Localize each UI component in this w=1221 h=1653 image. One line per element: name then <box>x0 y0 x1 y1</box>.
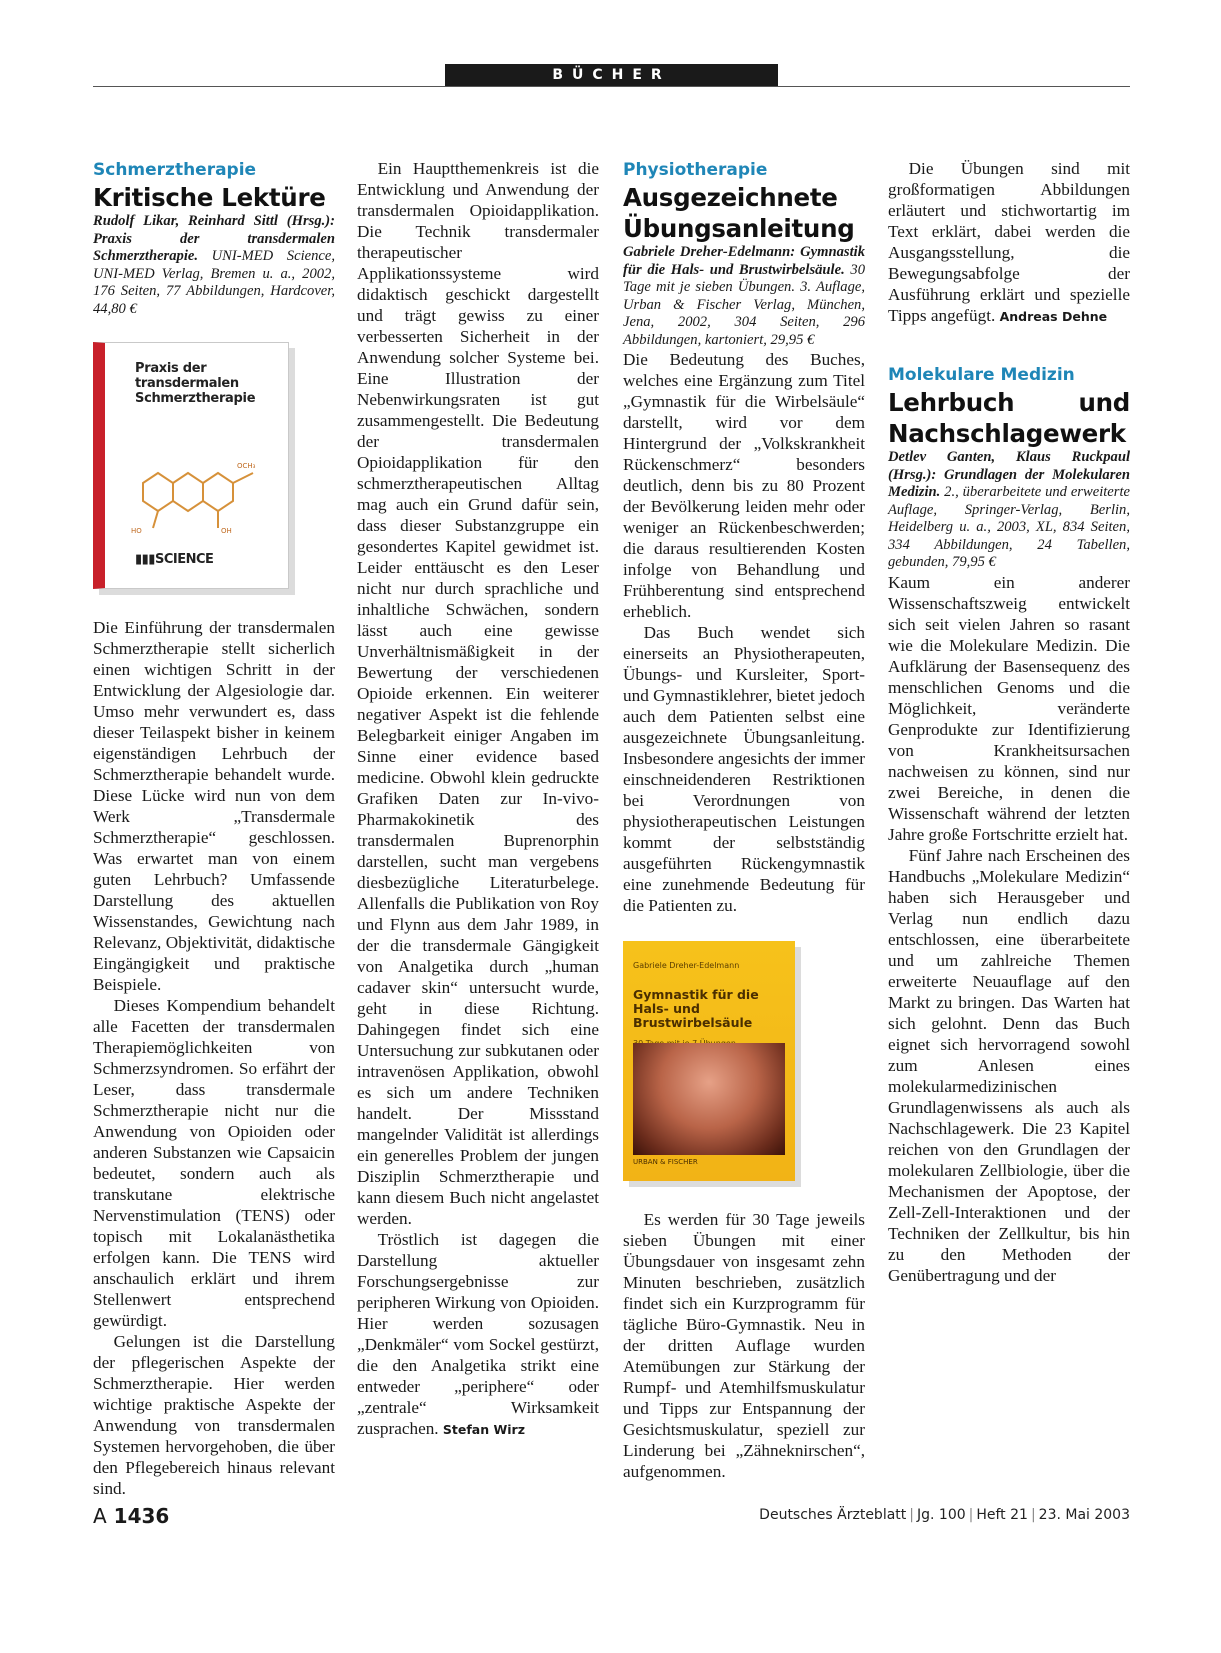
molecule-illustration-icon <box>123 443 273 538</box>
article2-paragraph-1: Die Bedeutung des Buches, welches eine Ergänzung zum Titel „Gymnastik für die Wirbelsäule“ darstellt, wird vor dem Hintergrund der „Volkskrankheit Rückenschmerz“ besonders deutlich, denn bis zu 80 Prozent der Bevölkerung leiden mehr oder weniger an Rückenbeschwerden; die daraus resultierenden Kosten infolge von Behandlung und Frühberentung sind entsprechend erheblich. <box>623 350 865 621</box>
section-title: BÜCHER <box>552 67 671 83</box>
article2-title: Ausgezeichnete Übungsanleitung <box>623 183 855 243</box>
article1-rubric: Schmerztherapie <box>93 160 257 180</box>
article2-paragraph-4-text: Die Übungen sind mit großformatigen Abbildungen erläutert und stichwortartig im Text erklärt, dabei werden die Ausgangsstellung, die Bewegungsabfolge der Ausführung erklärt und spezielle Tipps angefügt. <box>888 159 1130 325</box>
cover-publisher: ▮▮▮SCIENCE <box>135 552 214 567</box>
cover-title: Praxis der transdermalen Schmerztherapie <box>135 361 256 406</box>
article2-rubric: Physiotherapie <box>623 160 768 180</box>
article2-biblio-authors: Gabriele Dreher-Edelmann: Gymnastik für die Hals- und Brustwirbelsäule. <box>623 244 865 278</box>
journal-footer: Deutsches Ärzteblatt | Jg. 100 | Heft 21 | 23. Mai 2003 <box>759 1507 1130 1523</box>
svg-text:OCH₃: OCH₃ <box>237 462 256 470</box>
article2-biblio-details: 30 Tage mit je sieben Übungen. 3. Auflage, Urban & Fischer Verlag, München, Jena, 2002, 304 Seiten, 296 Abbildungen, kartoniert, 29,95 € <box>623 261 865 348</box>
cover-author: Gabriele Dreher-Edelmann <box>633 961 740 970</box>
journal-name: Deutsches Ärzteblatt <box>759 1507 907 1523</box>
article2-author: Andreas Dehne <box>999 309 1108 324</box>
article1-paragraph-4: Ein Hauptthemenkreis ist die Entwicklung und Anwendung der transdermalen Opioidapplikation. Die Technik transdermaler therapeutischer Applikationssysteme wird didaktisch geschickt dargestellt und trägt gewiss zu einer verbesserten Sicherheit in der Anwendung solcher Systeme bei. Eine Illustration der Nebenwirkungsraten ist gut zusammengestellt. Die Bedeutung der transdermalen Opioidapplikation für den schmerztherapeutischen Alltag mag auch ein Grund dafür sein, dass dieser Substanzgruppe ein gesondertes Kapitel gewidmet ist. Leider enttäuscht es den Leser nicht nur durch sprachliche und inhaltliche Schwächen, sondern lässt auch eine gewisse Unverhältnismäßigkeit in der Bewertung der verschiedenen Opioide erkennen. Ein weiterer negativer Aspekt ist die fehlende Belegbarkeit einiger Angaben im Sinne einer evidence based medicine. Obwohl klein gedruckte Grafiken Daten zur In-vivo-Pharmakokinetik des transdermalen Buprenorphin darstellen, sucht man vergebens diesbezügliche Literaturbelege. Allenfalls die Publikation von Roy und Flynn aus dem Jahr 1989, in der die transdermale Gängigkeit von Analgetika durch „human cadaver skin“ untersucht wurde, geht in diese Richtung. Dahingegen findet sich eine Untersuchung zur subkutanen oder intravenösen Applikation, obwohl es sich um andere Techniken handelt. Der Missstand mangelnder Validität ist allerdings ein generelles Problem der jungen Disziplin Schmerztherapie und kann diesem Buch nicht angelastet werden. <box>357 159 599 1228</box>
article1-paragraph-5-text: Tröstlich ist dagegen die Darstellung aktueller Forschungsergebnisse zur peripheren Wirkung von Opioiden. Hier werden sozusagen „Denkmäler“ vom Sockel gestürzt, die den Analgetika strikt eine entweder „periphere“ oder „zentrale“ Wirksamkeit zusprachen. <box>357 1230 599 1438</box>
book-cover-gymnastik <box>623 941 795 1181</box>
article3-bibliography <box>888 449 1130 572</box>
article1-title: Kritische Lektüre <box>93 183 326 212</box>
article1-paragraph-1: Die Einführung der transdermalen Schmerztherapie stellt sicherlich einen wichtigen Schritt in der Entwicklung der Algesiologie dar. Umso mehr verwundert es, dass dieser Teilaspekt bisher in keinem eigenständigen Lehrbuch der Schmerztherapie behandelt wurde. Diese Lücke wird nun von dem Werk „Transdermale Schmerztherapie“ geschlossen. Was erwartet man von einem guten Lehrbuch? Umfassende Darstellung des aktuellen Wissenstandes, Gewichtung nach Relevanz, Objektivität, didaktische Eingängigkeit und praktische Beispiele. <box>93 618 335 994</box>
column-4 <box>888 158 1130 1286</box>
journal-issue: Heft 21 <box>976 1507 1028 1523</box>
column-3 <box>623 158 865 1482</box>
article3-title: Lehrbuch und Nachschlagewerk <box>888 388 1130 448</box>
journal-date: 23. Mai 2003 <box>1038 1507 1130 1523</box>
book-cover-praxis <box>93 342 289 589</box>
article1-bibliography <box>93 213 335 318</box>
cover-title: Gymnastik für die Hals- und Brustwirbelsäule <box>633 987 759 1030</box>
article2-paragraph-4 <box>888 158 1130 327</box>
journal-volume: Jg. 100 <box>917 1507 966 1523</box>
article1-paragraph-2: Dieses Kompendium behandelt alle Facetten der transdermalen Therapiemöglichkeiten von Schmerzsyndromen. So erfährt der Leser, dass transdermale Schmerztherapie nicht nur die Anwendung von Opioiden oder anderen Substanzen wie Capsaicin bedeutet, sondern auch als transkutane elektrische Nervenstimulation (TENS) oder topisch mit Lokalanästhetika erfolgen kann. Die TENS wird anschaulich erklärt und ihrem Stellenwert entsprechend gewürdigt. <box>93 996 335 1330</box>
article3-paragraph-1: Kaum ein anderer Wissenschaftszweig entwickelt sich seit vielen Jahren so rasant wie die Molekulare Medizin. Die Aufklärung der Basensequenz des menschlichen Genoms und die Möglichkeit, veränderte Genprodukte zur Identifizierung von Krankheitsursachen nachweisen zu können, sind nur zwei Bereiche, in denen die Wissenschaft während der letzten Jahre große Fortschritte erzielt hat. <box>888 572 1130 844</box>
cover-publisher: URBAN & FISCHER <box>633 1158 698 1166</box>
article1-paragraph-3: Gelungen ist die Darstellung der pflegerischen Aspekte der Schmerztherapie. Hier werden wichtige praktische Aspekte der Anwendung von transdermalen Systemen hervorgehoben, die über den Pflegebereich hinaus relevant sind. <box>93 1332 335 1498</box>
column-2 <box>357 158 599 1440</box>
article2-paragraph-3: Es werden für 30 Tage jeweils sieben Übungen mit einer Übungsdauer von insgesamt zehn Minuten beschrieben, zusätzlich findet sich ein Kurzprogramm für tägliche Büro-Gymnastik. Neu in der dritten Auflage wurden Atemübungen zur Stärkung der Rumpf- und Atemhilfsmuskulatur und Tipps zur Entspannung der Gesichtsmuskulatur, speziell zur Linderung bei „Zähneknirschen“, aufgenommen. <box>623 1210 865 1481</box>
article1-paragraph-5 <box>357 1229 599 1440</box>
svg-text:HO: HO <box>131 527 142 535</box>
column-1 <box>93 158 335 1499</box>
top-rule <box>93 86 1130 87</box>
article3-paragraph-2: Fünf Jahre nach Erscheinen des Handbuchs „Molekulare Medizin“ haben sich Herausgeber und Verlag nun endlich dazu entschlossen, eine überarbeitete und um zahlreiche Themen erweiterte Neuauflage auf den Markt zu bringen. Das Warten hat sich gelohnt. Denn das Buch eignet sich hervorragend sowohl zum Anlesen eines molekularmedizinischen Grundlagenwissens als auch als Nachschlagewerk. Die 23 Kapitel reichen von den Grundlagen der molekularen Zellbiologie, über die Mechanismen der Apoptose, der Zell-Zell-Interaktionen und der Techniken der Zellkultur, bis hin zu den Methoden der Genübertragung und der <box>888 845 1130 1285</box>
article2-bibliography <box>623 244 865 349</box>
article2-paragraph-2: Das Buch wendet sich einerseits an Physiotherapeuten, Übungs- und Kursleiter, Sport- und Gymnastiklehrer, bietet jedoch auch dem Patienten selbst eine ausgezeichnete Übungsanleitung. Insbesondere angesichts der immer einschneidenderen Restriktionen bei Verordnungen von physiotherapeutischen Leistungen kommt der selbstständig ausgeführten Rückengymnastik eine zunehmende Bedeutung für die Patienten zu. <box>623 623 865 915</box>
article1-biblio-authors: Rudolf Likar, Reinhard Sittl (Hrsg.): Praxis der transdermalen Schmerztherapie. <box>93 213 335 264</box>
svg-text:OH: OH <box>221 527 232 535</box>
article1-author: Stefan Wirz <box>442 1422 525 1437</box>
article3-rubric: Molekulare Medizin <box>888 365 1075 385</box>
article3-biblio-details: 2., überarbeitete und erweiterte Auflage, Springer-Verlag, Berlin, Heidelberg u. a., 2003, XL, 834 Seiten, 334 Abbildungen, 24 Tabellen, gebunden, 79,95 € <box>888 484 1130 570</box>
page-prefix: A <box>93 1504 107 1528</box>
cover-photo-neck <box>633 1043 785 1155</box>
section-header-bar <box>445 64 778 86</box>
page-number <box>93 1504 169 1528</box>
article3-biblio-authors: Detlev Ganten, Klaus Ruckpaul (Hrsg.): Grundlagen der Molekularen Medizin. <box>888 449 1130 500</box>
page-number-value: 1436 <box>113 1504 170 1528</box>
article1-biblio-details: UNI-MED Science, UNI-MED Verlag, Bremen u. a., 2002, 176 Seiten, 77 Abbildungen, Hardcover, 44,80 € <box>93 248 335 317</box>
